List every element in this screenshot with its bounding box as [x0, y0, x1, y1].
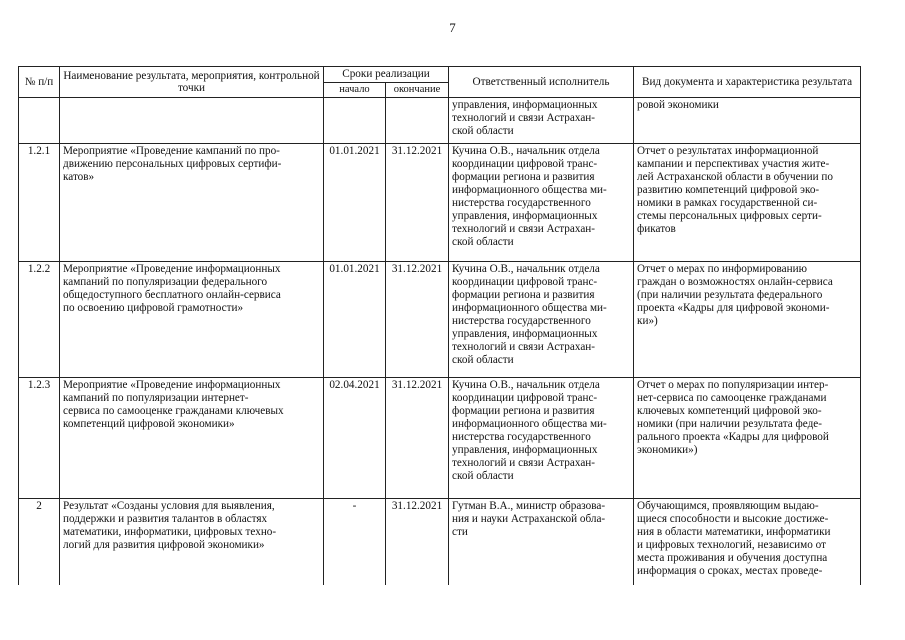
- row-num: 1.2.1: [19, 144, 60, 262]
- row-document: Отчет о мерах по популяризации интер- нет-сервиса по самооценке гражданами ключевых компетенций цифровой эко- номики (при наличии результата феде- рального проекта «Кадры для цифровой экономики»): [634, 378, 861, 499]
- row-start: 01.01.2021: [324, 144, 386, 262]
- header-end: окончание: [386, 83, 449, 98]
- row-end: 31.12.2021: [386, 378, 449, 499]
- row-document: Отчет о мерах по информированию граждан о возможностях онлайн-сервиса (при наличии результата федерального проекта «Кадры для цифровой экономи- ки»): [634, 262, 861, 378]
- row-executor: Кучина О.В., начальник отдела координации цифровой транс- формации региона и развития информационного общества ми- нистерства государственного управления, информационных технологий и связи Астрахан- ской области: [449, 144, 634, 262]
- page-number: 7: [449, 20, 456, 35]
- row-name: Мероприятие «Проведение кампаний по про- движению персональных цифровых сертифи- катов»: [60, 144, 324, 262]
- row-end: 31.12.2021: [386, 262, 449, 378]
- row-document: Обучающимся, проявляющим выдаю- щиеся способности и высокие достиже- ния в области математики, информатики и цифровых технологий, независимо от места проживания и обучения доступна информация о сроках, местах проведе-: [634, 499, 861, 585]
- row-executor: Кучина О.В., начальник отдела координации цифровой транс- формации региона и развития информационного общества ми- нистерства государственного управления, информационных технологий и связи Астрахан- ской области: [449, 262, 634, 378]
- row-document: Отчет о результатах информационной кампании и перспективах участия жите- лей Астраханской области в обучении по развитию компетенций цифровой эко- номики в рамках государственной си- стемы персональных цифровых серти- фикатов: [634, 144, 861, 262]
- row-start: 01.01.2021: [324, 262, 386, 378]
- row-num: 2: [19, 499, 60, 585]
- row-start: -: [324, 499, 386, 585]
- row-name: Результат «Созданы условия для выявления, поддержки и развития талантов в областях математики, информатики, цифровых техно- логий для развития цифровой экономики»: [60, 499, 324, 585]
- row-end: 31.12.2021: [386, 144, 449, 262]
- row-executor: управления, информационных технологий и связи Астрахан- ской области: [449, 98, 634, 144]
- row-end: 31.12.2021: [386, 499, 449, 585]
- row-document: ровой экономики: [634, 98, 861, 144]
- header-terms: Сроки реализации: [324, 67, 449, 83]
- header-start: начало: [324, 83, 386, 98]
- table-row: [19, 98, 861, 144]
- header-name: Наименование результата, мероприятия, контрольной точки: [60, 67, 324, 98]
- row-num: [19, 98, 60, 144]
- row-name: Мероприятие «Проведение информационных кампаний по популяризации интернет- сервиса по самооценке гражданами ключевых компетенций цифровой экономики»: [60, 378, 324, 499]
- table-row: [19, 499, 861, 585]
- row-num: 1.2.3: [19, 378, 60, 499]
- plan-table: [18, 66, 861, 585]
- header-document: Вид документа и характеристика результата: [634, 67, 861, 98]
- row-name: Мероприятие «Проведение информационных кампаний по популяризации федерального общедоступного бесплатного онлайн-сервиса по освоению цифровой грамотности»: [60, 262, 324, 378]
- row-start: [324, 98, 386, 144]
- table-row: [19, 262, 861, 378]
- table-row: [19, 378, 861, 499]
- table-row: [19, 144, 861, 262]
- header-executor: Ответственный исполнитель: [449, 67, 634, 98]
- row-end: [386, 98, 449, 144]
- row-name: [60, 98, 324, 144]
- row-num: 1.2.2: [19, 262, 60, 378]
- header-num: № п/п: [19, 67, 60, 98]
- row-executor: Кучина О.В., начальник отдела координации цифровой транс- формации региона и развития информационного общества ми- нистерства государственного управления, информационных технологий и связи Астрахан- ской области: [449, 378, 634, 499]
- row-start: 02.04.2021: [324, 378, 386, 499]
- row-executor: Гутман В.А., министр образова- ния и науки Астраханской обла- сти: [449, 499, 634, 585]
